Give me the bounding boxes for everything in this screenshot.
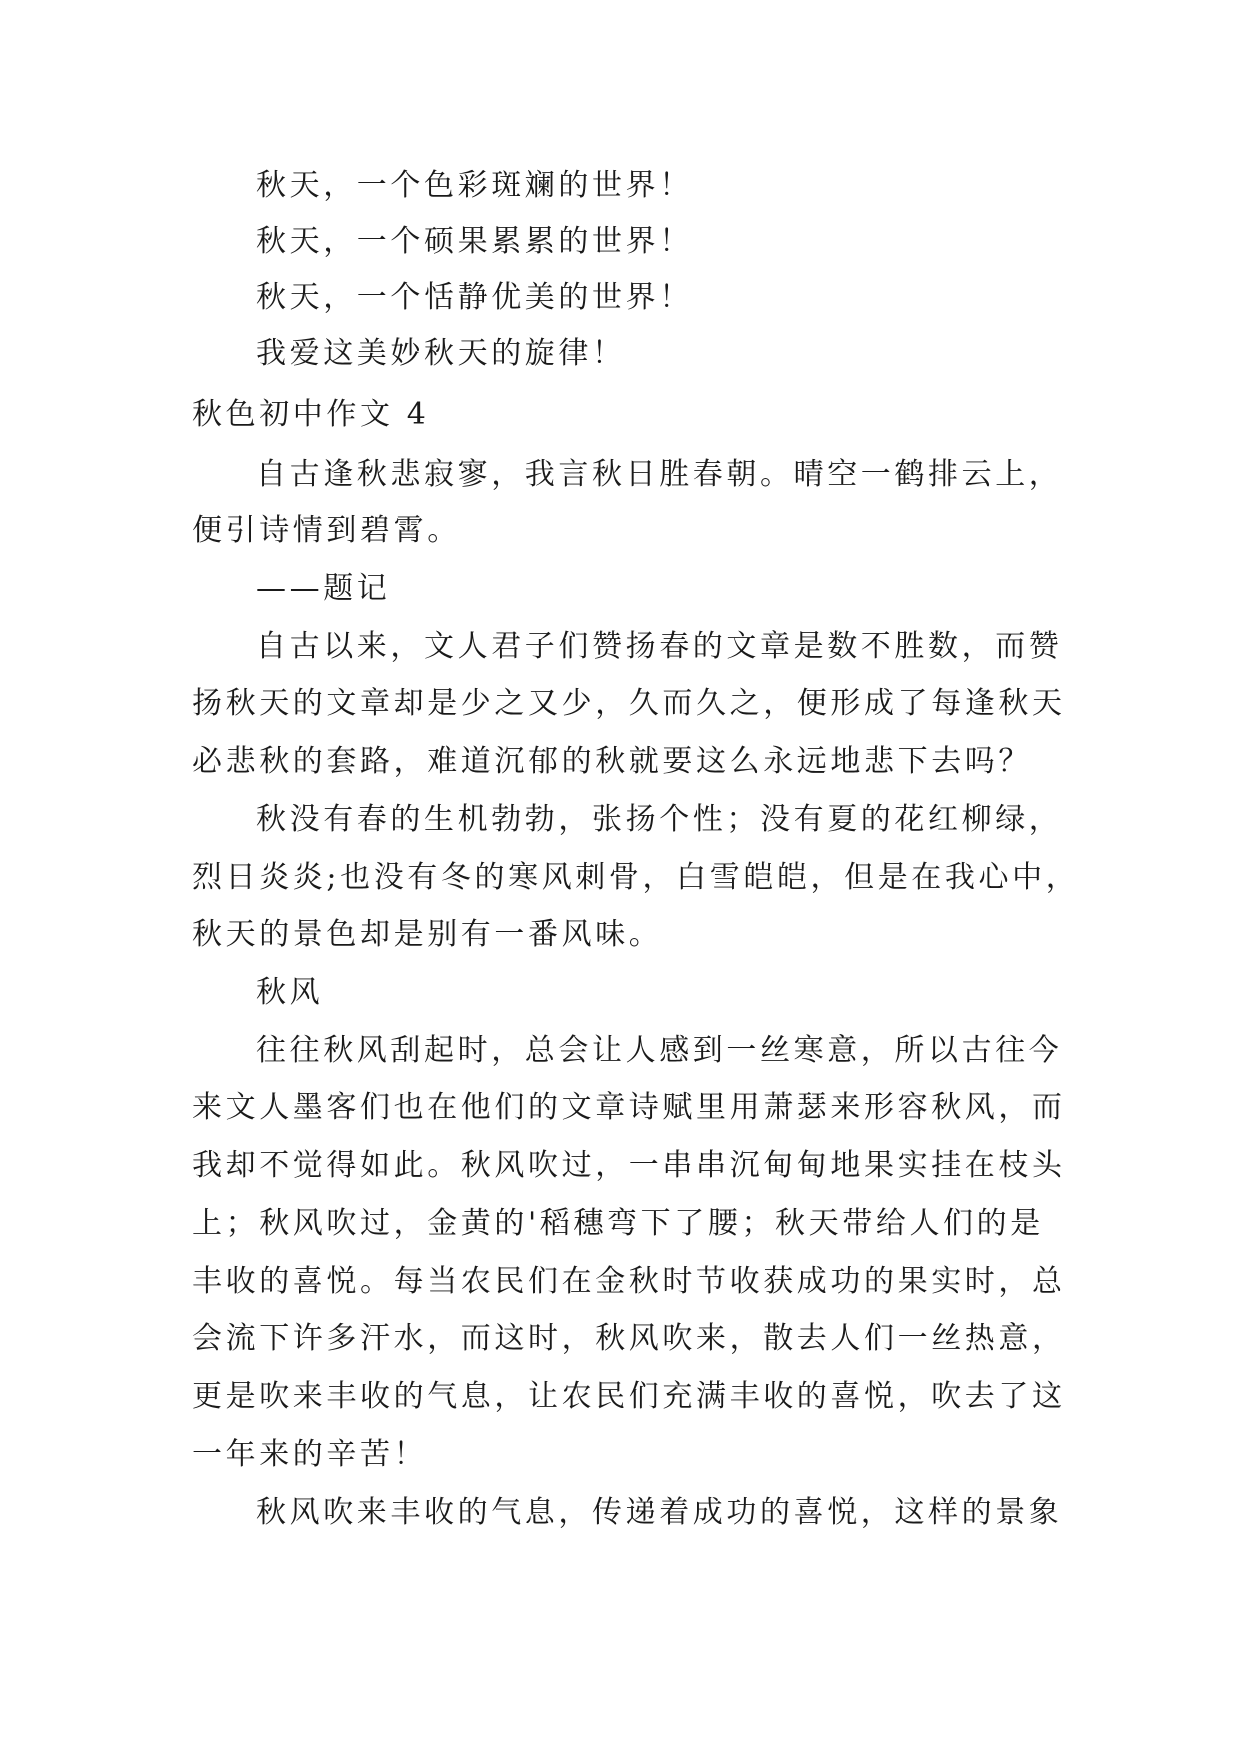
paragraph-line: 扬秋天的文章却是少之又少，久而久之，便形成了每逢秋天 (192, 686, 1066, 721)
poem-line: 秋天，一个色彩斑斓的世界！ (256, 168, 693, 203)
paragraph-line: 我却不觉得如此。秋风吹过，一串串沉甸甸地果实挂在枝头 (192, 1148, 1066, 1183)
poem-line: 我爱这美妙秋天的旋律！ (256, 336, 626, 371)
epigraph-line: 便引诗情到碧霄。 (192, 513, 461, 548)
paragraph-line: 秋没有春的生机勃勃，张扬个性；没有夏的花红柳绿， (256, 802, 1063, 837)
epigraph-line: 自古逢秋悲寂寥，我言秋日胜春朝。晴空一鹤排云上， (256, 457, 1063, 492)
paragraph-line: 来文人墨客们也在他们的文章诗赋里用萧瑟来形容秋风，而 (192, 1090, 1066, 1125)
poem-line: 秋天，一个硕果累累的世界！ (256, 224, 693, 259)
subheading: 秋风 (256, 975, 324, 1010)
poem-line: 秋天，一个恬静优美的世界！ (256, 280, 693, 315)
section-title: 秋色初中作文 4 (192, 397, 430, 432)
paragraph-line: 秋风吹来丰收的气息，传递着成功的喜悦，这样的景象 (256, 1495, 1063, 1530)
paragraph-line: 会流下许多汗水，而这时，秋风吹来，散去人们一丝热意， (192, 1321, 1066, 1356)
paragraph-line: 丰收的喜悦。每当农民们在金秋时节收获成功的果实时，总 (192, 1264, 1066, 1299)
paragraph-line: 烈日炎炎;也没有冬的寒风刺骨，白雪皑皑，但是在我心中， (192, 860, 1080, 895)
paragraph-line: 往往秋风刮起时，总会让人感到一丝寒意，所以古往今 (256, 1033, 1063, 1068)
paragraph-line: 必悲秋的套路，难道沉郁的秋就要这么永远地悲下去吗？ (192, 744, 1032, 779)
paragraph-line: 自古以来，文人君子们赞扬春的文章是数不胜数，而赞 (256, 629, 1063, 664)
paragraph-line: 更是吹来丰收的气息，让农民们充满丰收的喜悦，吹去了这 (192, 1379, 1066, 1414)
paragraph-line: 一年来的辛苦！ (192, 1437, 428, 1472)
epigraph-attribution: ——题记 (256, 571, 391, 606)
paragraph-line: 上；秋风吹过，金黄的'稻穗弯下了腰；秋天带给人们的是 (192, 1206, 1044, 1241)
paragraph-line: 秋天的景色却是别有一番风味。 (192, 917, 663, 952)
